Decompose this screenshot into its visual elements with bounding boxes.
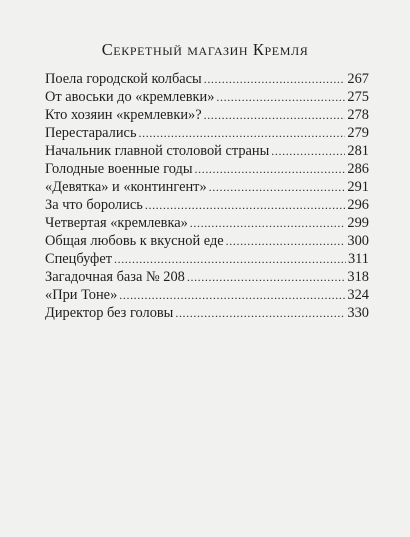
toc-entry <box>45 142 369 160</box>
dot-leader <box>226 232 346 250</box>
table-of-contents <box>45 70 369 322</box>
toc-entry <box>45 88 369 106</box>
toc-entry-title: Спецбуфет <box>45 251 112 267</box>
dot-leader <box>114 250 346 268</box>
toc-entry-title: Начальник главной столовой страны <box>45 143 270 159</box>
toc-entry-page: 324 <box>347 287 369 303</box>
toc-entry-title: Директор без головы <box>45 305 174 321</box>
toc-entry <box>45 268 369 286</box>
dot-leader <box>139 124 346 142</box>
toc-entry-page: 279 <box>347 125 369 141</box>
toc-entry-title: Голодные военные годы <box>45 161 193 177</box>
toc-entry-title: От авоськи до «кремлевки» <box>45 89 215 105</box>
toc-entry-page: 311 <box>347 251 369 267</box>
toc-entry-page: 318 <box>347 269 369 285</box>
dot-leader <box>195 160 346 178</box>
toc-entry <box>45 178 369 196</box>
dot-leader <box>119 286 345 304</box>
dot-leader <box>145 196 346 214</box>
toc-entry-page: 300 <box>347 233 369 249</box>
toc-entry-page: 278 <box>347 107 369 123</box>
toc-entry-page: 296 <box>347 197 369 213</box>
toc-entry-title: За что боролись <box>45 197 143 213</box>
toc-entry <box>45 250 369 268</box>
toc-entry-page: 286 <box>347 161 369 177</box>
toc-entry <box>45 160 369 178</box>
toc-entry-title: Загадочная база № 208 <box>45 269 185 285</box>
dot-leader <box>209 178 346 196</box>
dot-leader <box>204 106 346 124</box>
dot-leader <box>271 142 345 160</box>
dot-leader <box>204 70 346 88</box>
dot-leader <box>175 304 345 322</box>
toc-entry-page: 275 <box>347 89 369 105</box>
dot-leader <box>187 268 346 286</box>
section-heading: Секретный магазин Кремля <box>101 40 309 59</box>
toc-entry <box>45 214 369 232</box>
toc-entry-page: 299 <box>347 215 369 231</box>
toc-entry-page: 330 <box>347 305 369 321</box>
toc-entry-title: Общая любовь к вкусной еде <box>45 233 224 249</box>
toc-entry-title: Поела городской колбасы <box>45 71 202 87</box>
toc-entry-title: Четвертая «кремлевка» <box>45 215 188 231</box>
toc-entry-title: Перестарались <box>45 125 137 141</box>
toc-entry-title: «При Тоне» <box>45 287 118 303</box>
toc-entry <box>45 106 369 124</box>
toc-entry <box>45 232 369 250</box>
toc-entry-title: «Девятка» и «контингент» <box>45 179 207 195</box>
dot-leader <box>190 214 346 232</box>
toc-entry <box>45 70 369 88</box>
toc-entry-title: Кто хозяин «кремлевки»? <box>45 107 202 123</box>
toc-entry <box>45 196 369 214</box>
toc-entry-page: 267 <box>347 71 369 87</box>
toc-entry-page: 281 <box>347 143 369 159</box>
toc-entry <box>45 286 369 304</box>
toc-entry-page: 291 <box>347 179 369 195</box>
dot-leader <box>216 88 345 106</box>
toc-entry <box>45 304 369 322</box>
toc-entry <box>45 124 369 142</box>
